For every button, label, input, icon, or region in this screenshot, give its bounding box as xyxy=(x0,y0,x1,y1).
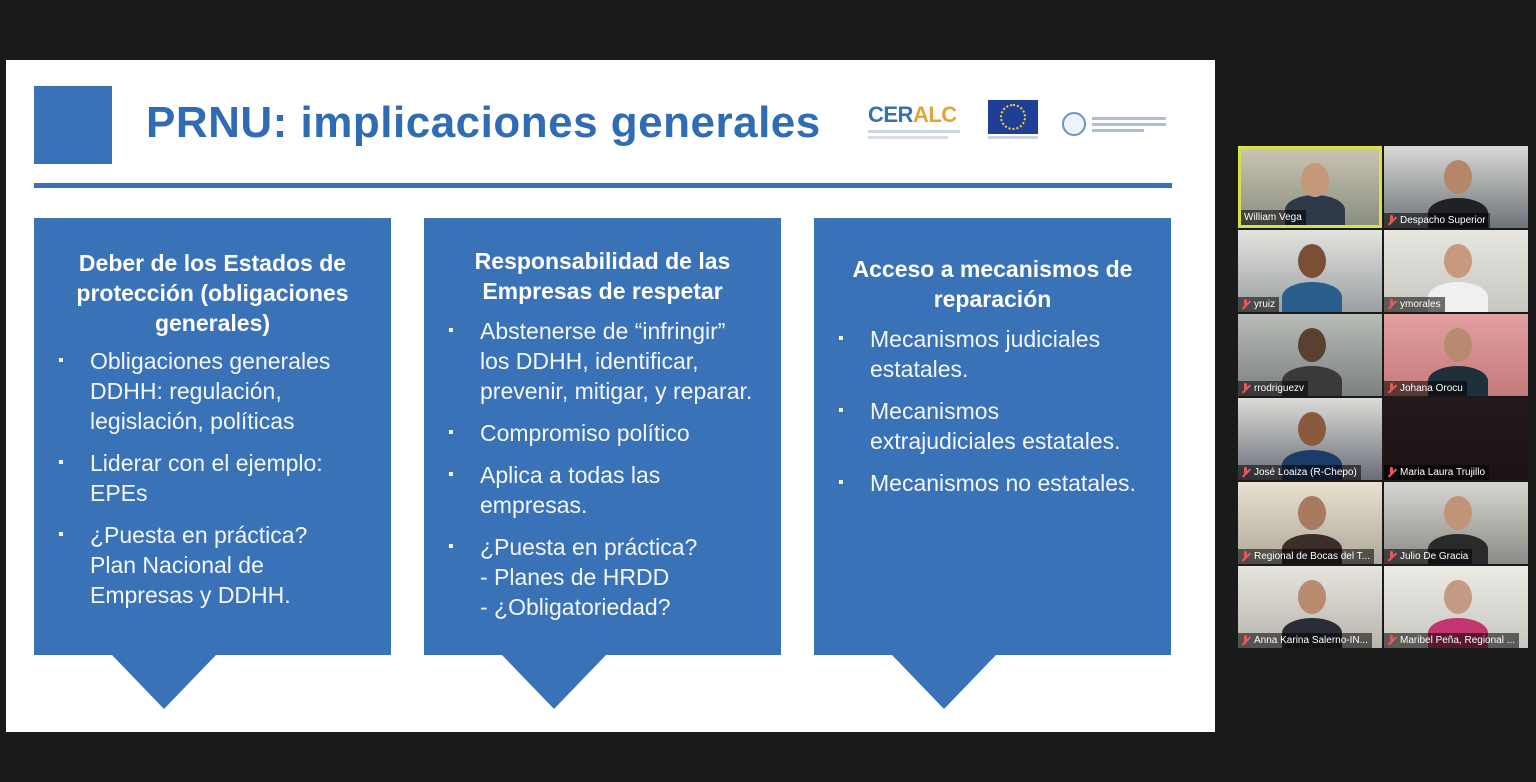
bullet-item: ▪ Obligaciones generales DDHH: regulación, legislación, políticas xyxy=(54,346,383,436)
bullet-item: ▪ Liderar con el ejemplo: EPEs xyxy=(54,448,383,508)
participant-name-label: William Vega xyxy=(1241,210,1306,225)
column-bullet-list xyxy=(834,324,1163,510)
slide-column-3 xyxy=(814,218,1171,655)
participant-tile[interactable] xyxy=(1384,482,1528,564)
eu-flag-icon xyxy=(988,100,1038,134)
presentation-slide xyxy=(6,60,1215,732)
bullet-item: ▪ Mecanismos judiciales estatales. xyxy=(834,324,1163,384)
participant-name-label: Despacho Superior xyxy=(1384,213,1490,228)
participant-tile[interactable] xyxy=(1384,566,1528,648)
slide-column-2 xyxy=(424,218,781,655)
muted-mic-icon xyxy=(1241,467,1250,478)
slide-title: PRNU: implicaciones generales xyxy=(146,98,821,147)
column-pointer-arrow xyxy=(502,655,606,709)
participant-tile[interactable] xyxy=(1238,398,1382,480)
participant-name-label: Maribel Peña, Regional ... xyxy=(1384,633,1519,648)
bullet-item: ▪ Compromiso político xyxy=(444,418,773,448)
participant-tile[interactable] xyxy=(1384,230,1528,312)
column-pointer-arrow xyxy=(112,655,216,709)
muted-mic-icon xyxy=(1387,635,1396,646)
participant-tile[interactable] xyxy=(1238,230,1382,312)
bullet-item: ▪ ¿Puesta en práctica? Plan Nacional de Empresas y DDHH. xyxy=(54,520,383,610)
participant-tile[interactable] xyxy=(1238,566,1382,648)
participant-tile[interactable] xyxy=(1384,314,1528,396)
bullet-item: ▪ ¿Puesta en práctica? - Planes de HRDD - ¿Obligatoriedad? xyxy=(444,532,773,622)
participant-tile[interactable] xyxy=(1384,146,1528,228)
title-accent-square xyxy=(34,86,112,164)
participant-name-label: Regional de Bocas del T... xyxy=(1238,549,1374,564)
muted-mic-icon xyxy=(1241,383,1250,394)
muted-mic-icon xyxy=(1387,467,1396,478)
column-heading: Acceso a mecanismos de reparación xyxy=(852,256,1133,312)
participant-name-label: José Loaiza (R-Chepo) xyxy=(1238,465,1361,480)
muted-mic-icon xyxy=(1387,551,1396,562)
bullet-item: ▪ Mecanismos extrajudiciales estatales. xyxy=(834,396,1163,456)
participant-tile[interactable] xyxy=(1238,482,1382,564)
partner-logos xyxy=(868,98,1168,150)
bullet-item: ▪ Abstenerse de “infringir” los DDHH, identificar, prevenir, mitigar, y reparar. xyxy=(444,316,773,406)
muted-mic-icon xyxy=(1241,551,1250,562)
participant-name-label: Johana Orocu xyxy=(1384,381,1467,396)
ceralc-logo: CERALC xyxy=(868,102,966,146)
column-pointer-arrow xyxy=(892,655,996,709)
muted-mic-icon xyxy=(1387,383,1396,394)
title-divider xyxy=(34,183,1172,188)
un-human-rights-emblem-icon xyxy=(1062,108,1166,140)
column-bullet-list xyxy=(444,316,773,634)
participant-tile[interactable] xyxy=(1238,314,1382,396)
bullet-item: ▪ Mecanismos no estatales. xyxy=(834,468,1163,498)
muted-mic-icon xyxy=(1387,299,1396,310)
muted-mic-icon xyxy=(1241,635,1250,646)
participant-tile[interactable] xyxy=(1238,146,1382,228)
muted-mic-icon xyxy=(1241,299,1250,310)
participant-tile[interactable] xyxy=(1384,398,1528,480)
participant-name-label: Maria Laura Trujillo xyxy=(1384,465,1489,480)
column-bullet-list xyxy=(54,346,383,622)
bullet-item: ▪ Aplica a todas las empresas. xyxy=(444,460,773,520)
participant-name-label: Anna Karina Salerno-IN... xyxy=(1238,633,1372,648)
participant-name-label: ymorales xyxy=(1384,297,1445,312)
participant-name-label: yruiz xyxy=(1238,297,1279,312)
column-heading: Responsabilidad de las Empresas de respetar xyxy=(474,248,731,304)
participant-name-label: rrodriguezv xyxy=(1238,381,1308,396)
participant-name-label: Julio De Gracia xyxy=(1384,549,1472,564)
column-heading: Deber de los Estados de protección (obligaciones generales) xyxy=(76,250,349,336)
muted-mic-icon xyxy=(1387,215,1396,226)
slide-column-1 xyxy=(34,218,391,655)
